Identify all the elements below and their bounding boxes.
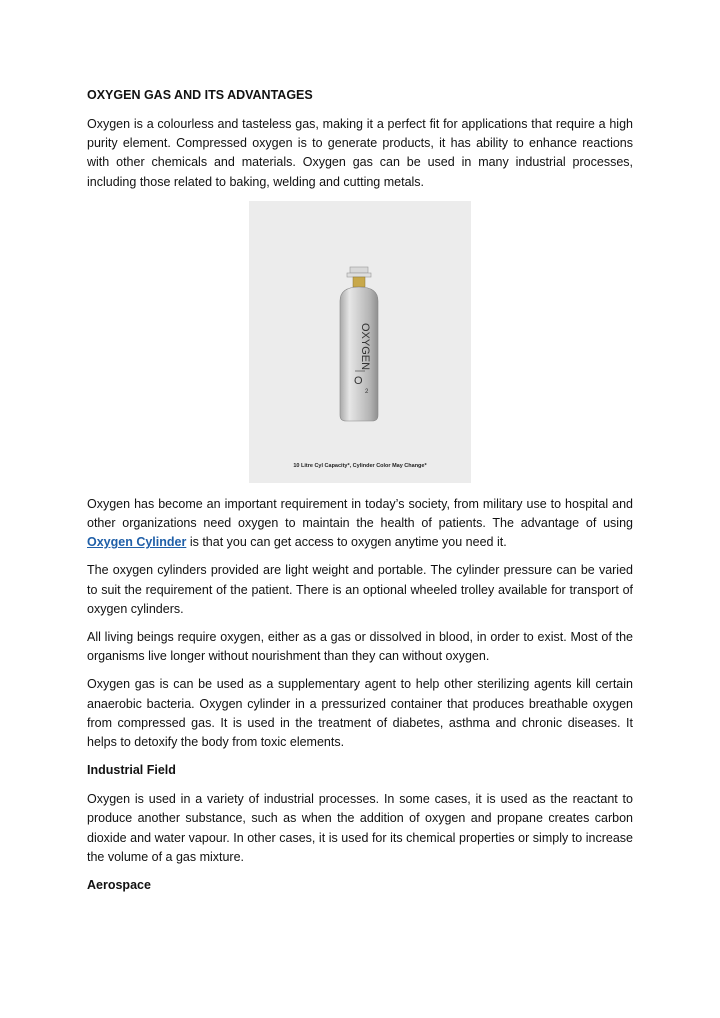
oxygen-cylinder-image xyxy=(249,201,471,483)
cylinder-formula: O xyxy=(354,374,363,387)
paragraph-oxygen-requirement xyxy=(87,495,633,553)
cylinder-formula-sub: 2 xyxy=(365,388,369,395)
page-title: OXYGEN GAS AND ITS ADVANTAGES xyxy=(87,88,313,102)
paragraph-sterilizing: Oxygen gas is can be used as a supplementary agent to help other sterilizing agents kill certain anaerobic bacteria. Oxygen cylinder in a pressurized container that produces breathable oxygen from compressed gas. It is used in the treatment of diabetes, asthma and chronic diseases. It helps to detoxify the body from toxic elements. xyxy=(87,677,633,750)
intro-paragraph: Oxygen is a colourless and tasteless gas, making it a perfect fit for applications that require a high purity element. Compressed oxygen is to generate products, it has ability to enhance reactions with other chemicals and materials. Oxygen gas can be used in many industrial processes, including those related to baking, welding and cutting metals. xyxy=(87,117,633,189)
paragraph-cylinders: The oxygen cylinders provided are light weight and portable. The cylinder pressure can be varied to suit the requirement of the patient. There is an optional wheeled trolley available for transport of oxygen cylinders. xyxy=(87,563,633,616)
paragraph-text: Oxygen has become an important requirement in today’s society, from military use to hospital and other organizations need oxygen to maintain the health of patients. The advantage of using xyxy=(87,496,633,531)
paragraph-industrial: Oxygen is used in a variety of industrial processes. In some cases, it is used as the reactant to produce another substance, such as when the addition of oxygen and propane creates carbon dioxide and water vapour. In other cases, it is used for its chemical properties or simply to increase the volume of a gas mixture. xyxy=(87,792,633,864)
oxygen-cylinder-figure xyxy=(249,201,471,483)
figure-caption: 10 Litre Cyl Capacity*, Cylinder Color May Change* xyxy=(293,462,427,469)
section-heading-aerospace: Aerospace xyxy=(87,878,151,893)
paragraph-text: is that you can get access to oxygen anytime you need it. xyxy=(186,535,507,550)
cylinder-label: OXYGEN xyxy=(359,322,371,370)
paragraph-living-beings: All living beings require oxygen, either as a gas or dissolved in blood, in order to exist. Most of the organisms live longer without nourishment than they can without oxygen. xyxy=(87,630,633,664)
document-page xyxy=(87,86,633,905)
oxygen-cylinder-link[interactable]: Oxygen Cylinder xyxy=(87,535,187,550)
section-heading-industrial: Industrial Field xyxy=(87,763,176,778)
